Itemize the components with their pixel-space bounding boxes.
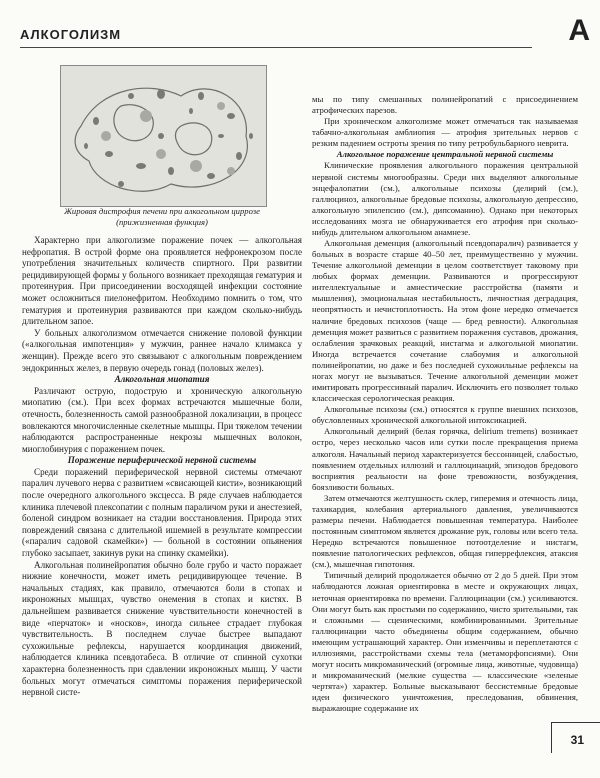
header-title: АЛКОГОЛИЗМ [20, 27, 122, 42]
section-heading: Поражение периферической нервной системы [67, 455, 257, 466]
right-paragraph: Типичный делирий продолжается обычно от 2 до 5 дней. При этом наблюдаются ложная ориентировка в месте и окружающих лицах, неточная ориентировка по времени. Галлюцинации (см.) усиливаются. Они могут быть как простыми по содержанию, чисто зрительными, так и сложными — сценическими, комбинированными. Зрительные галлюцинации часто объединены общим содержанием, обычно имеющим устрашающий характер. Они изменчивы и переплетаются с иллюзиями, расстройствами схемы тела (метаморфопсиями). Они могут носить микроманический (огромные лица, животные, чудовища) и микроманический (мелкие существа — классические «зеленые чертята») характер. Больные высказывают бессистемные бредовые идеи физического уничтожения, преследования, обвинения, выражающие содержание их [312, 570, 578, 714]
caption-line-2: (прижизненная функция) [116, 217, 208, 227]
right-paragraph: Клинические проявления алкогольного поражения центральной нервной системы многообразны. Среди них выделяют алкогольные энцефалопатии (см.), алкогольные психозы (делирий (см.), галлюциноз, алкогольные бредовые психозы, алкогольную депрессию, алкогольную эпилепсию (см.), дипсоманию). Однако при некоторых исследованиях мозга не обнаруживается его атрофия при сколько-нибудь длительном алкогольном анамнезе. [312, 160, 578, 237]
left-paragraph: Различают острую, подострую и хроническую алкогольную миопатию (см.). При всех формах встречаются мышечные боли, отечность, болезненность самой разнообразной локализации, в процесс вовлекаются многочисленные скелетные мышцы. При тяжелом течении наблюдаются распространенные некрозы мышечных волокон, миоглобинурия с поражением почек. [22, 385, 302, 454]
header-rule [20, 47, 532, 48]
left-paragraph: Характерно при алкоголизме поражение почек — алкогольная нефропатия. В острой форме она проявляется нефронекрозом после употребления значительных количеств спиртного. При развитии рецидивирующей формы у больного возникает преходящая гематурия и протеинурия. При присоединении восходящей инфекции состояние может осложниться пиелонефритом. Необходимо помнить о том, что гематурия и протеинурия развиваются при каждом сколько-нибудь длительном запое. [22, 235, 302, 327]
right-column [312, 94, 578, 714]
right-paragraph: Алкогольная деменция (алкогольный псевдопаралич) развивается у больных в возрасте старше 40–50 лет, преимущественно у мужчин. Течение алкогольной деменции в целом соответствует таковому при любых формах деменции. Развиваются и прогрессируют интеллектуальные и амнестические расстройства (памяти и мышления), эмоциональная нестабильность, личностная деградация, неопрятность и нечистоплотность. На этом фоне нередко отмечается наличие бредовых психозов (чаще — бред ревности). Алкогольная деменция может развиться с развитием поражения суставов, дрожания, ослабления зрачковых реакций, нистагма и алкогольной миопатии. Иногда встречается сочетание слабоумия и алкогольной полинейропатии, но даже и без последней сухожильные рефлексы на ногах могут не вызываться. Течение алкогольной деменции может имитировать прогрессивный паралич. Исключить его позволяет только классическая серологическая реакция. [312, 238, 578, 404]
page-number: 31 [570, 733, 584, 747]
right-paragraph: Затем отмечаются желтушность склер, гиперемия и отечность лица, тахикардия, колебания артериального давления, увеличиваются размеры печени. Наблюдается повышенная температура. Наиболее постоянным симптомом является дрожание рук, головы или всего тела. Нередко встречаются повышенное потоотделение и нистагм, появление патологических рефлексов, общая гиперрефлексия, атаксия (см.), мышечная гипотония. [312, 492, 578, 570]
right-paragraph: При хроническом алкоголизме может отмечаться так называемая табачно-алкогольная амблиопия — атрофия зрительных нервов с резким падением остроты зрения по типу ретробульбарного неврита. [312, 116, 578, 149]
figure-caption [22, 206, 302, 228]
section-heading: Алкогольное поражение центральной нервной системы [336, 149, 554, 160]
micrograph-image [61, 66, 266, 206]
section-heading: Алкогольная миопатия [114, 374, 210, 385]
running-header [20, 26, 532, 44]
micrograph-figure [60, 65, 267, 207]
left-paragraph: Среди поражений периферической нервной системы отмечают паралич лучевого нерва с развитием «свисающей кисти», возникающий после очередного алкогольного эксцесса. В ряде случаев наблюдается клиника плечевой плексопатии с полным параличом руки и анестезией, боленой синдром возникает на стадии восстановления. Природа этих повреждений связана с длительной ишемией в результате компрессии («паралич садовой скамейки») — больной в состоянии опьянения глубоко засыпает, закинув руки на спинку скамейки). [22, 466, 302, 559]
right-paragraph: мы по типу смешанных полинейропатий с присоединением атрофических парезов. [312, 94, 578, 116]
section-letter: А [568, 14, 590, 47]
left-column [22, 235, 302, 699]
right-paragraph: Алкогольный делирий (белая горячка, delirium tremens) возникает остро, через несколько часов или сутки после прекращения приема алкоголя. Начальный период характеризуется бессонницей, слабостью, появлением отдельных иллюзий и галлюцинаций, эпизодов бредового восприятия реальности на фоне тревожности, возбуждения, боязливости больных. [312, 426, 578, 492]
left-paragraph: У больных алкоголизмом отмечается снижение половой функции («алкогольная импотенция» у мужчин, раннее начало климакса у женщин). Прежде всего это связывают с алкогольным повреждением эндокринных желез, в первую очередь гонад (половых желез). [22, 327, 302, 373]
left-paragraph: Алкогольная полинейропатия обычно боле грубо и часто поражает нижние конечности, может иметь рецидивирующее течение. В начальных стадиях, как правило, отмечаются боли в стопах и икроножных мышцах, чувство онемения в стопах и кистях. В дальнейшем развивается снижение чувствительности конечностей в виде «перчаток» и «носков», иногда сильнее страдает глубокая чувствительность. В последнем случае быстрее выпадают сухожильные рефлексы, нарушается координация движений, наблюдается клиника псевдотабеса. В отличие от спинной сухотки характерна болезненность при сдавлении икроножных мышц. У части больных могут отмечаться симптомы поражения периферической нервной систе- [22, 559, 302, 698]
right-paragraph: Алкогольные психозы (см.) относятся к группе внешних психозов, обусловленных хронической алкогольной интоксикацией. [312, 404, 578, 426]
caption-line-1: Жировая дистрофия печени при алкогольном циррозе [64, 206, 260, 216]
